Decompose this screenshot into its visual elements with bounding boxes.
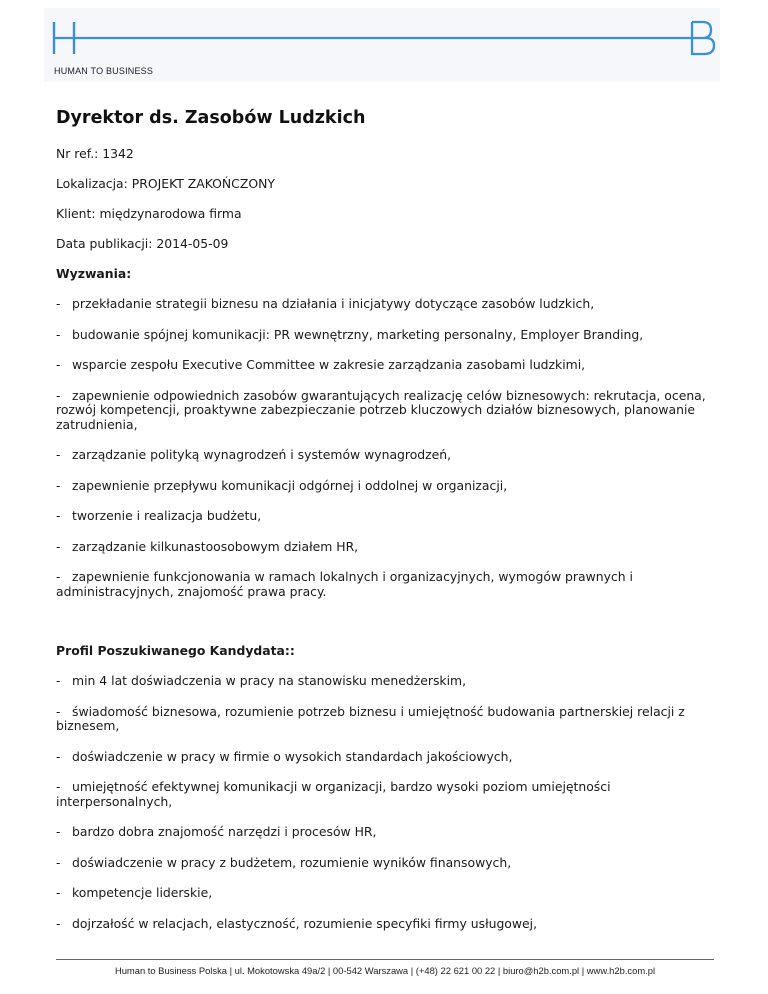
- client: Klient: międzynarodowa firma: [56, 206, 242, 221]
- reference-number: Nr ref.: 1342: [56, 146, 134, 161]
- list-item: - zapewnienie przepływu komunikacji odgórnej i oddolnej w organizacji,: [56, 477, 508, 493]
- challenges-list: [56, 297, 716, 599]
- job-posting: [56, 108, 716, 931]
- list-item: - kompetencje liderskie,: [56, 885, 213, 900]
- publication-date: Data publikacji: 2014-05-09: [56, 236, 229, 251]
- page-title: Dyrektor ds. Zasobów Ludzkich: [56, 108, 366, 128]
- challenges-heading: Wyzwania:: [56, 266, 132, 281]
- list-item: - budowanie spójnej komunikacji: PR wewnętrzny, marketing personalny, Employer Branding,: [56, 326, 644, 342]
- location: Lokalizacja: PROJEKT ZAKOŃCZONY: [56, 176, 275, 191]
- list-item: - świadomość biznesowa, rozumienie potrzeb biznesu i umiejętność budowania partnerskiej relacji z biznesem,: [56, 703, 685, 733]
- list-item: - min 4 lat doświadczenia w pracy na stanowisku menedżerskim,: [56, 673, 467, 688]
- list-item: - doświadczenie w pracy w firmie o wysokich standardach jakościowych,: [56, 748, 513, 764]
- list-item: - tworzenie i realizacja budżetu,: [56, 508, 262, 523]
- logo-tagline: HUMAN TO BUSINESS: [54, 66, 154, 76]
- list-item: - umiejętność efektywnej komunikacji w organizacji, bardzo wysoki poziom umiejętności interpersonalnych,: [56, 779, 611, 809]
- list-item: - przekładanie strategii biznesu na działania i inicjatywy dotyczące zasobów ludzkich,: [56, 296, 595, 311]
- list-item: - bardzo dobra znajomość narzędzi i procesów HR,: [56, 824, 377, 839]
- list-item: - wsparcie zespołu Executive Committee w zakresie zarządzania zasobami ludzkimi,: [56, 357, 586, 372]
- list-item: - zapewnienie odpowiednich zasobów gwarantujących realizację celów biznesowych: rekrutacja, ocena, rozwój kompetencji, proaktywne zabezpieczanie potrzeb kluczowych działów biznesowych, planowanie zatrudnienia,: [56, 387, 706, 432]
- list-item: - zarządzanie kilkunastoosobowym działem HR,: [56, 538, 359, 554]
- list-item: - dojrzałość w relacjach, elastyczność, rozumienie specyfiki firmy usługowej,: [56, 915, 538, 931]
- footer-divider: [56, 959, 714, 960]
- list-item: - zarządzanie polityką wynagrodzeń i systemów wynagrodzeń,: [56, 447, 452, 462]
- h2b-logo: [52, 20, 718, 60]
- list-item: - doświadczenie w pracy z budżetem, rozumienie wyników finansowych,: [56, 854, 512, 870]
- list-item: - zapewnienie funkcjonowania w ramach lokalnych i organizacyjnych, wymogów prawnych i administracyjnych, znajomość prawa pracy.: [56, 569, 633, 599]
- profile-heading: Profil Poszukiwanego Kandydata::: [56, 643, 295, 658]
- profile-list: [56, 674, 716, 931]
- footer-contact: Human to Business Polska | ul. Mokotowska 49a/2 | 00-542 Warszawa | (+48) 22 621 00 22 | biuro@h2b.com.pl | www.h2b.com.pl: [114, 965, 656, 976]
